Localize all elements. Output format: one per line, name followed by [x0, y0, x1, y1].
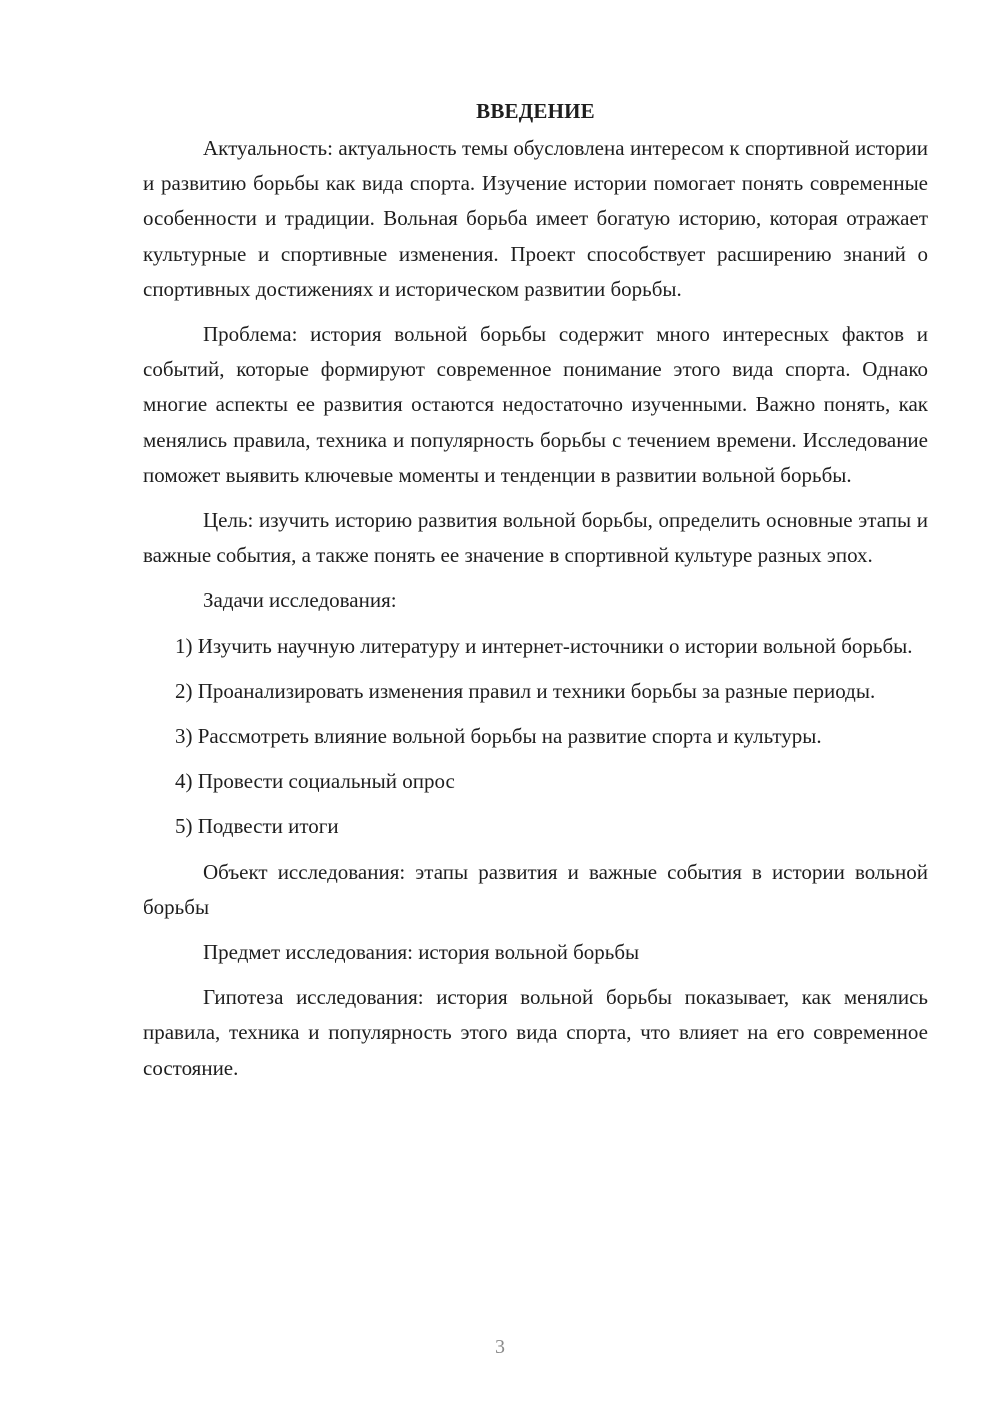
task-item-5: 5) Подвести итоги [175, 814, 339, 839]
page-number: 3 [495, 1336, 505, 1358]
tasks-heading: Задачи исследования: [203, 588, 397, 613]
task-item-1: 1) Изучить научную литературу и интернет-источники о истории вольной борьбы. [175, 633, 913, 658]
task-item-2: 2) Проанализировать изменения правил и техники борьбы за разные периоды. [175, 678, 876, 703]
task-item-3: 3) Рассмотреть влияние вольной борьбы на развитие спорта и культуры. [175, 724, 822, 749]
document-body [143, 94, 928, 1096]
relevance-paragraph: Актуальность: актуальность темы обусловлена интересом к спортивной истории и развитию борьбы как вида спорта. Изучение истории помогает понять современные особенности и традиции. Вольная борьба имеет богатую историю, которая отражает культурные и спортивные изменения. Проект способствует расширению знаний о спортивных достижениях и историческом развитии борьбы. [143, 136, 928, 301]
page-title: ВВЕДЕНИЕ [476, 99, 595, 123]
problem-paragraph: Проблема: история вольной борьбы содержит много интересных фактов и событий, которые формируют современное понимание этого вида спорта. Однако многие аспекты ее развития остаются недостаточно изученными. Важно понять, как менялись правила, техника и популярность борьбы с течением времени. Исследование поможет выявить ключевые моменты и тенденции в развитии вольной борьбы. [143, 322, 928, 487]
task-item-4: 4) Провести социальный опрос [175, 769, 455, 794]
subject-paragraph: Предмет исследования: история вольной борьбы [203, 940, 640, 965]
object-paragraph: Объект исследования: этапы развития и важные события в истории вольной борьбы [143, 859, 928, 919]
goal-paragraph: Цель: изучить историю развития вольной борьбы, определить основные этапы и важные события, а также понять ее значение в спортивной культуре разных эпох. [143, 508, 928, 568]
hypothesis-paragraph: Гипотеза исследования: история вольной борьбы показывает, как менялись правила, техника и популярность этого вида спорта, что влияет на его современное состояние. [143, 985, 928, 1080]
